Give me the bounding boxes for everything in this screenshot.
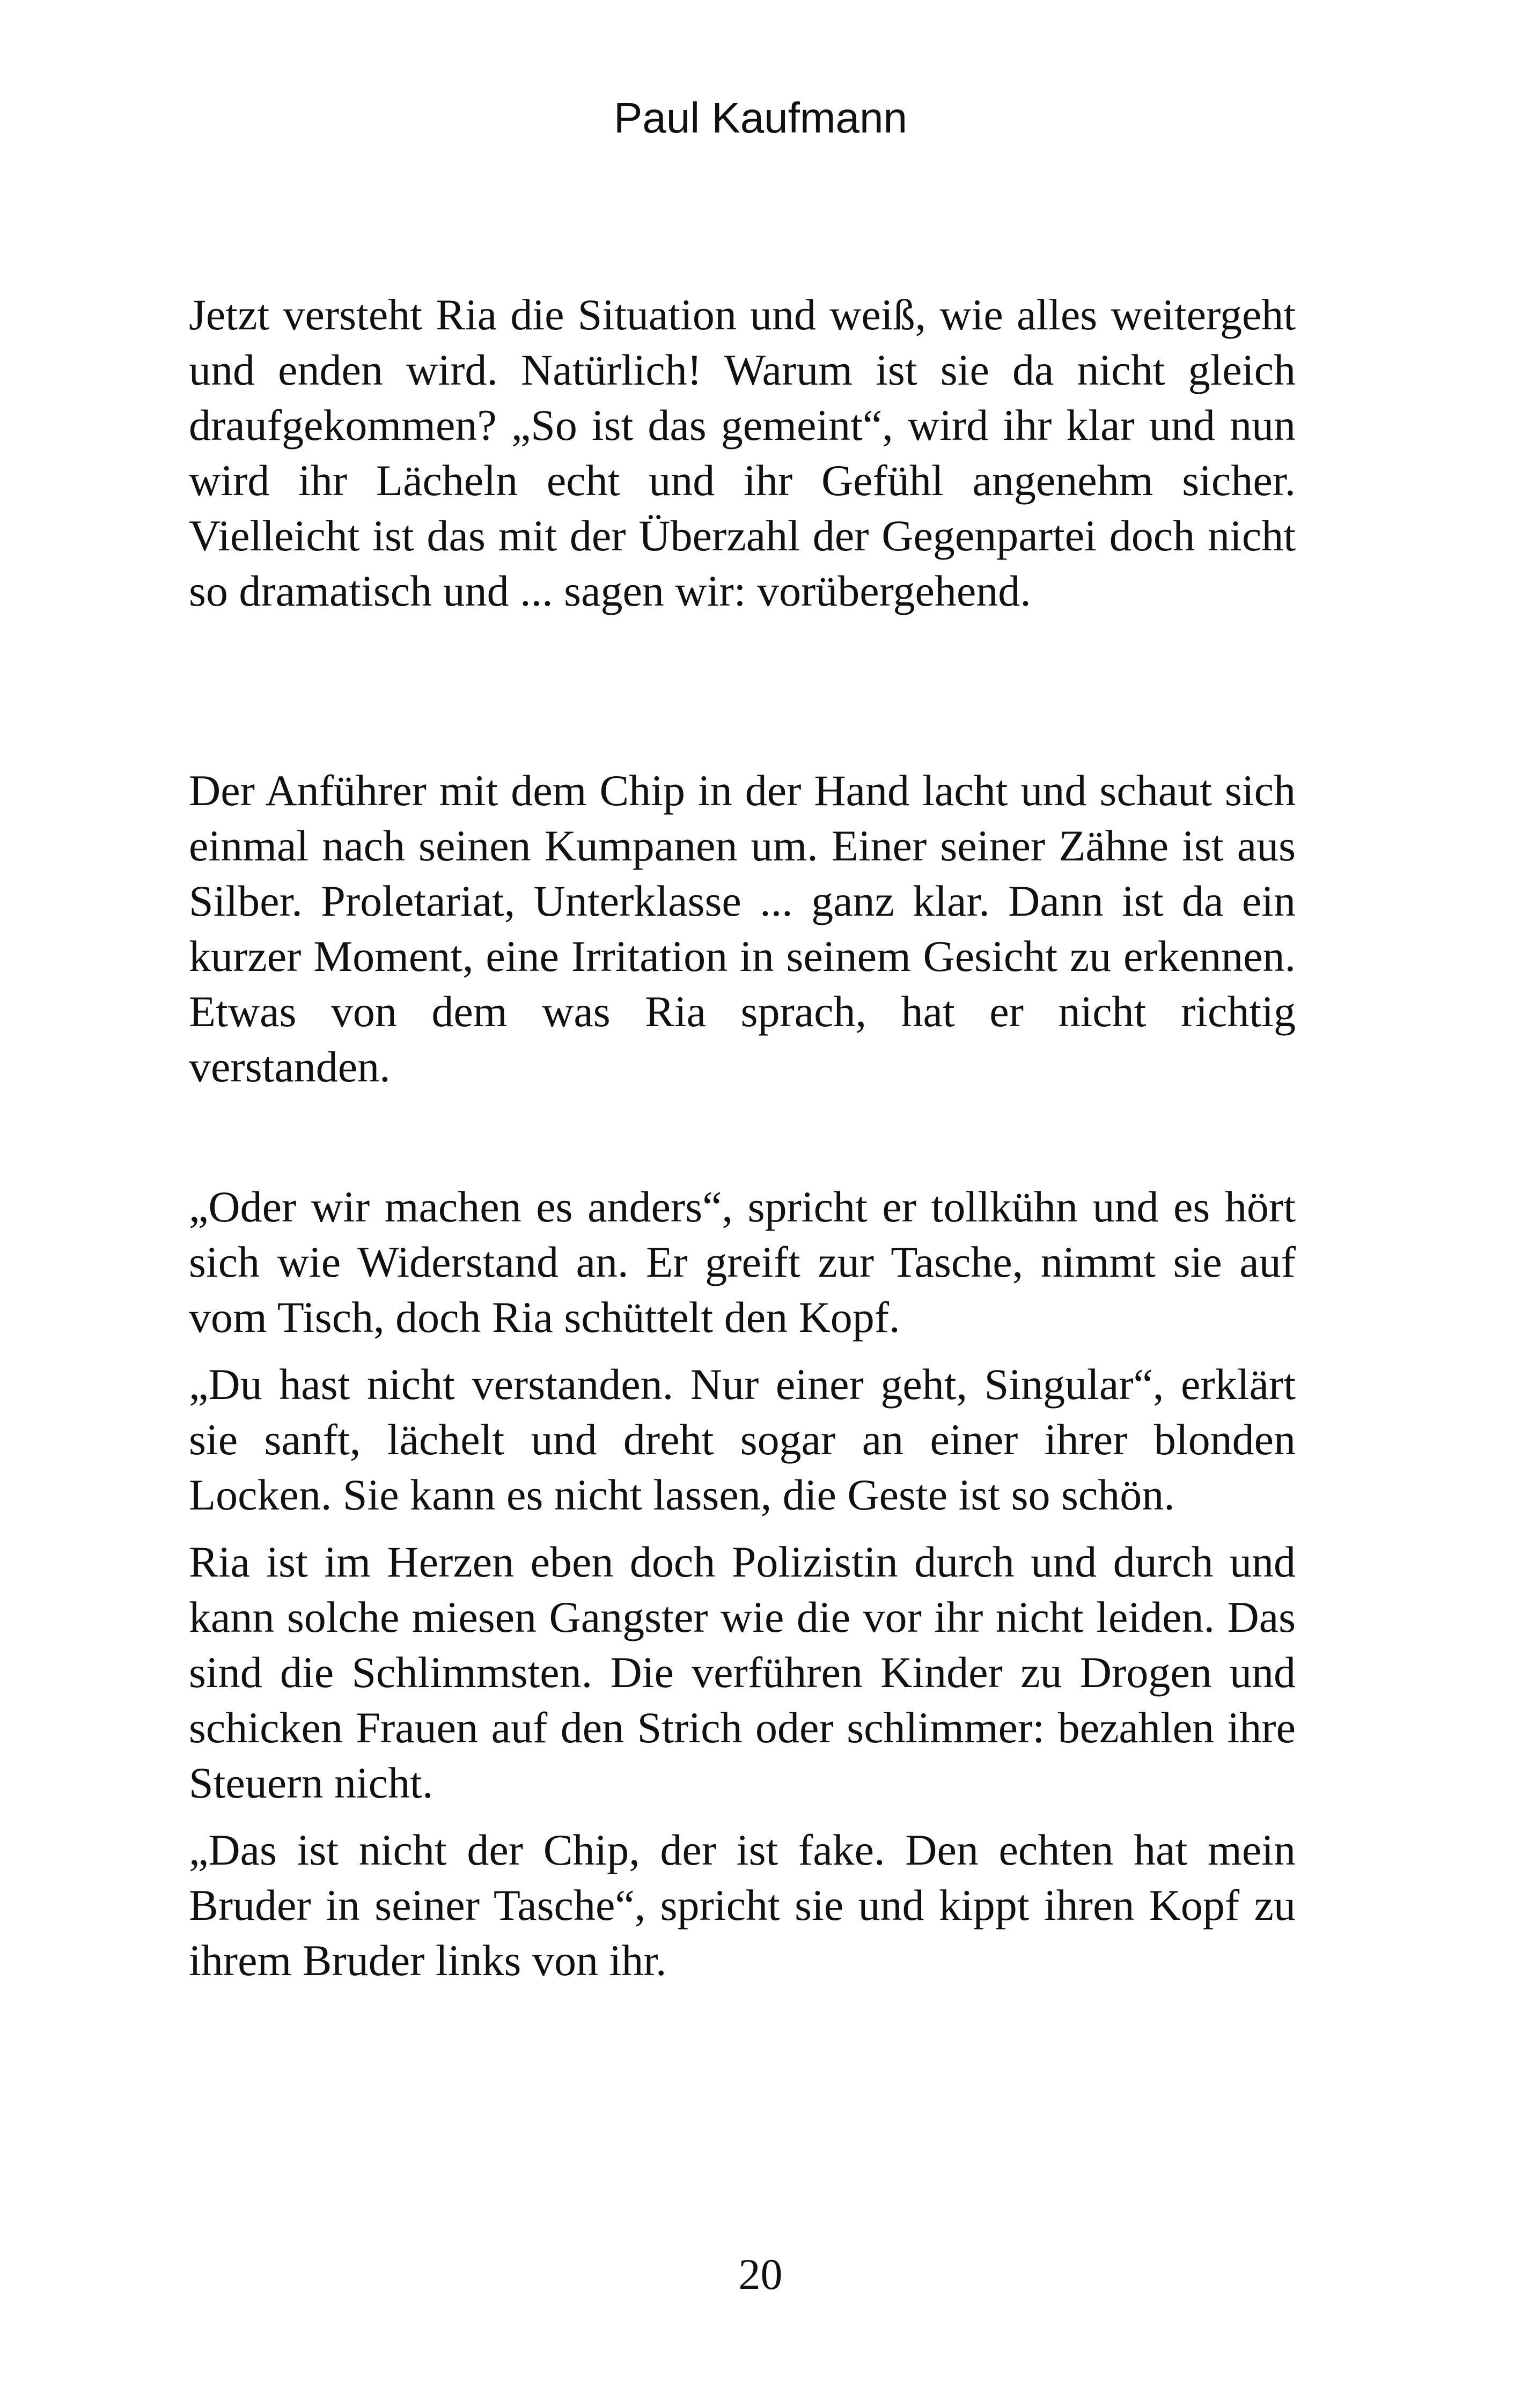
paragraph-3: „Oder wir machen es anders“, spricht er tollkühn und es hört sich wie Widerstand an. Er greift zur Tasche, nimmt sie auf vom Tisch, doch Ria schüttelt den Kopf. [189, 1182, 1296, 1342]
text-block-2 [189, 763, 1296, 1094]
paragraph-5: Ria ist im Herzen eben doch Polizistin durch und durch und kann solche miesen Gangster wie die vor ihr nicht leiden. Das sind die Schlimmsten. Die verführen Kinder zu Drogen und schicken Frauen auf den Strich oder schlimmer: bezahlen ihre Steuern nicht. [189, 1537, 1296, 1807]
paragraph-1: Jetzt versteht Ria die Situation und weiß, wie alles weitergeht und enden wird. Natürlich! Warum ist sie da nicht gleich draufgekommen? „So ist das gemeint“, wird ihr klar und nun wird ihr Lächeln echt und ihr Gefühl angenehm sicher. Vielleicht ist das mit der Überzahl der Gegenpartei doch nicht so dramatisch und ... sagen wir: vorübergehend. [189, 290, 1296, 615]
paragraph-6: „Das ist nicht der Chip, der ist fake. Den echten hat mein Bruder in seiner Tasche“, spricht sie und kippt ihren Kopf zu ihrem Bruder links von ihr. [189, 1825, 1296, 1985]
text-block-3 [189, 1179, 1296, 1988]
paragraph-4: „Du hast nicht verstanden. Nur einer geht, Singular“, erklärt sie sanft, lächelt und dreht sogar an einer ihrer blonden Locken. Sie kann es nicht lassen, die Geste ist so schön. [189, 1360, 1296, 1519]
text-block-1 [189, 287, 1296, 618]
running-header-author: Paul Kaufmann [613, 94, 908, 142]
page-number: 20 [738, 2250, 783, 2299]
paragraph-2: Der Anführer mit dem Chip in der Hand lacht und schaut sich einmal nach seinen Kumpanen um. Einer seiner Zähne ist aus Silber. Proletariat, Unterklasse ... ganz klar. Dann ist da ein kurzer Moment, eine Irritation in seinem Gesicht zu erkennen. Etwas von dem was Ria sprach, hat er nicht richtig verstanden. [189, 766, 1296, 1091]
